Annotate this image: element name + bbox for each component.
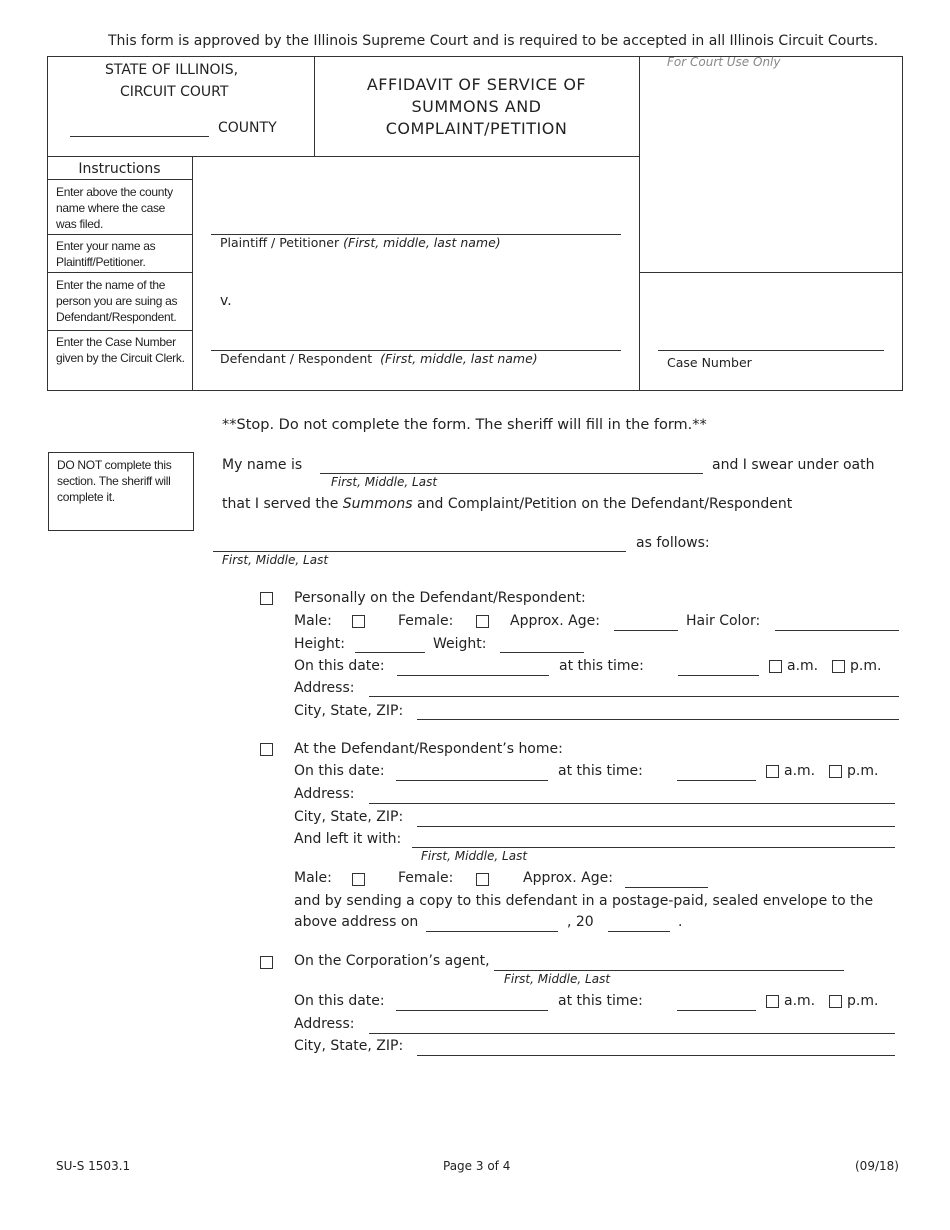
instruction-county: Enter above the county name where the case was filed.: [56, 185, 173, 231]
at-time-label: at this time:: [558, 763, 643, 779]
city-state-zip-label: City, State, ZIP:: [294, 1038, 404, 1054]
corp-time-field[interactable]: [677, 1010, 756, 1011]
home-male-checkbox[interactable]: [352, 873, 365, 886]
personal-service-checkbox[interactable]: [260, 592, 273, 605]
versus-label: v.: [220, 293, 232, 309]
personal-height-field[interactable]: [355, 652, 425, 653]
sheriff-name-hint: First, Middle, Last: [331, 475, 438, 489]
personal-city-state-zip-field[interactable]: [417, 719, 899, 720]
hair-color-label: Hair Color:: [686, 613, 761, 629]
personal-pm-checkbox[interactable]: [832, 660, 845, 673]
corp-agent-name-hint: First, Middle, Last: [504, 972, 611, 986]
swear-label: and I swear under oath: [712, 457, 875, 473]
personal-date-field[interactable]: [397, 675, 549, 676]
mail-copy-text: and by sending a copy to this defendant in a postage-paid, sealed envelope to the: [294, 893, 874, 909]
personal-time-field[interactable]: [678, 675, 759, 676]
revision-date: (09/18): [855, 1159, 899, 1173]
approx-age-label: Approx. Age:: [523, 870, 613, 886]
am-label: a.m.: [787, 658, 819, 674]
circuit-court-label: CIRCUIT COURT: [120, 84, 229, 100]
address-label: Address:: [294, 680, 355, 696]
corp-pm-checkbox[interactable]: [829, 995, 842, 1008]
form-title-line2: SUMMONS AND: [411, 97, 542, 116]
defendant-label: Defendant / Respondent (First, middle, last name): [220, 351, 538, 366]
plaintiff-label: Plaintiff / Petitioner (First, middle, last name): [220, 235, 501, 250]
city-state-zip-label: City, State, ZIP:: [294, 809, 404, 825]
year-prefix-label: , 20: [567, 914, 594, 930]
am-label: a.m.: [784, 993, 816, 1009]
county-name-field[interactable]: [70, 136, 209, 137]
pm-label: p.m.: [847, 993, 879, 1009]
corp-agent-name-field[interactable]: [494, 970, 844, 971]
served-sentence: that I served the Summons and Complaint/Petition on the Defendant/Respondent: [222, 496, 793, 512]
city-state-zip-label: City, State, ZIP:: [294, 703, 404, 719]
female-label: Female:: [398, 613, 454, 629]
court-use-label: For Court Use Only: [667, 55, 781, 69]
form-title-line3: COMPLAINT/PETITION: [385, 119, 568, 138]
sheriff-note: DO NOT complete this section. The sheriff will complete it.: [57, 458, 172, 504]
personal-address-field[interactable]: [369, 696, 899, 697]
stop-notice: **Stop. Do not complete the form. The sheriff will fill in the form.**: [222, 417, 707, 433]
page-number: Page 3 of 4: [443, 1159, 511, 1173]
height-label: Height:: [294, 636, 345, 652]
personal-female-checkbox[interactable]: [476, 615, 489, 628]
at-time-label: at this time:: [558, 993, 643, 1009]
personal-male-checkbox[interactable]: [352, 615, 365, 628]
home-date-field[interactable]: [396, 780, 548, 781]
personal-hair-color-field[interactable]: [775, 630, 899, 631]
form-code: SU-S 1503.1: [56, 1159, 131, 1173]
personal-age-field[interactable]: [614, 630, 678, 631]
corp-service-checkbox[interactable]: [260, 956, 273, 969]
corp-city-state-zip-field[interactable]: [417, 1055, 895, 1056]
county-label: COUNTY: [218, 120, 277, 136]
on-date-label: On this date:: [294, 993, 385, 1009]
case-number-label: Case Number: [667, 355, 752, 370]
served-defendant-name-hint: First, Middle, Last: [222, 553, 329, 567]
mail-address-label: above address on: [294, 914, 419, 930]
instructions-heading: Instructions: [78, 161, 161, 177]
home-address-field[interactable]: [369, 803, 895, 804]
case-number-field[interactable]: [658, 350, 884, 351]
female-label: Female:: [398, 870, 454, 886]
instruction-case-number: Enter the Case Number given by the Circuit Clerk.: [56, 335, 185, 365]
mail-year-field[interactable]: [608, 931, 670, 932]
home-age-field[interactable]: [625, 887, 708, 888]
personal-service-label: Personally on the Defendant/Respondent:: [294, 590, 586, 606]
male-label: Male:: [294, 613, 332, 629]
male-label: Male:: [294, 870, 332, 886]
approval-note: This form is approved by the Illinois Supreme Court and is required to be accepted in all Illinois Circuit Courts.: [108, 33, 879, 49]
corp-address-field[interactable]: [369, 1033, 895, 1034]
home-service-label: At the Defendant/Respondent’s home:: [294, 741, 563, 757]
mail-date-field[interactable]: [426, 931, 558, 932]
served-defendant-name-field[interactable]: [213, 551, 626, 552]
home-am-checkbox[interactable]: [766, 765, 779, 778]
state-label: STATE OF ILLINOIS,: [105, 62, 239, 78]
address-label: Address:: [294, 786, 355, 802]
my-name-is-label: My name is: [222, 457, 303, 473]
on-date-label: On this date:: [294, 763, 385, 779]
left-with-name-hint: First, Middle, Last: [421, 849, 528, 863]
address-label: Address:: [294, 1016, 355, 1032]
form-title-line1: AFFIDAVIT OF SERVICE OF: [366, 75, 587, 94]
on-date-label: On this date:: [294, 658, 385, 674]
instruction-plaintiff: Enter your name as Plaintiff/Petitioner.: [56, 239, 156, 269]
left-with-label: And left it with:: [294, 831, 402, 847]
am-label: a.m.: [784, 763, 816, 779]
personal-am-checkbox[interactable]: [769, 660, 782, 673]
corp-date-field[interactable]: [396, 1010, 548, 1011]
home-service-checkbox[interactable]: [260, 743, 273, 756]
personal-weight-field[interactable]: [500, 652, 584, 653]
home-pm-checkbox[interactable]: [829, 765, 842, 778]
instruction-defendant: Enter the name of the person you are suing as Defendant/Respondent.: [56, 278, 178, 324]
home-time-field[interactable]: [677, 780, 756, 781]
pm-label: p.m.: [847, 763, 879, 779]
corp-service-label: On the Corporation’s agent,: [294, 953, 490, 969]
pm-label: p.m.: [850, 658, 882, 674]
at-time-label: at this time:: [559, 658, 644, 674]
corp-am-checkbox[interactable]: [766, 995, 779, 1008]
as-follows-label: as follows:: [636, 535, 710, 551]
approx-age-label: Approx. Age:: [510, 613, 600, 629]
weight-label: Weight:: [433, 636, 487, 652]
period-label: .: [678, 914, 683, 930]
home-female-checkbox[interactable]: [476, 873, 489, 886]
sheriff-name-field[interactable]: [320, 473, 703, 474]
home-city-state-zip-field[interactable]: [417, 826, 895, 827]
home-left-with-field[interactable]: [412, 847, 895, 848]
